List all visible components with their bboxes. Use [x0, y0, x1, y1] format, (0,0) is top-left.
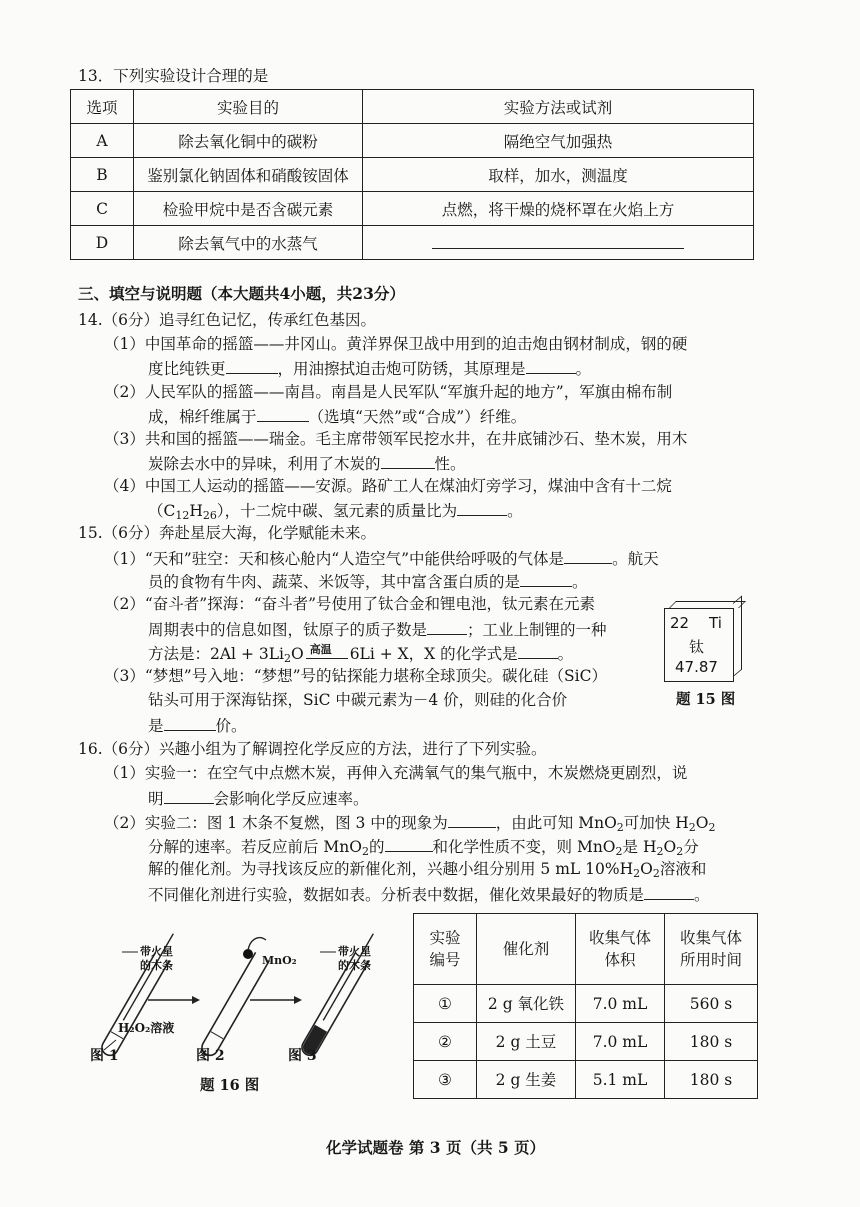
q14-p3b: 炭除去水中的异味，利用了木炭的 性。: [148, 452, 466, 474]
answer-blank[interactable]: [520, 570, 572, 587]
answer-blank[interactable]: [564, 547, 612, 564]
table-row: [414, 985, 758, 1023]
fig3-label: 图 3: [288, 1048, 317, 1064]
q16-stem: 16.（6分）兴趣小组为了解调控化学反应的方法，进行了下列实验。: [78, 740, 547, 758]
time-cell: 180 s: [665, 1061, 758, 1099]
table-row: [71, 192, 754, 226]
answer-blank[interactable]: [164, 714, 216, 731]
label-mno2: MnO₂: [262, 954, 297, 967]
fig15-caption: 题 15 图: [676, 691, 736, 708]
q14-p4b: $(C_{12}H_{26})$，十二烷中碳、氢元素的质量比为 。: [148, 499, 523, 526]
q16-p1a: （1）实验一：在空气中点燃木炭，再伸入充满氧气的集气瓶中，木炭燃烧更剧烈，说: [104, 764, 688, 782]
q14-p2b: 成，棉纤维属于 （选填“天然”或“合成”）纤维。: [148, 405, 526, 427]
q14-p4a: （4）中国工人运动的摇篮——安源。路矿工人在煤油灯旁学习，煤油中含有十二烷: [104, 477, 672, 495]
answer-blank[interactable]: [427, 618, 467, 635]
purpose-cell: 除去氧化铜中的碳粉: [134, 124, 363, 158]
header-purpose: 实验目的: [134, 90, 363, 124]
q14-stem: 14.（6分）追寻红色记忆，传承红色基因。: [78, 311, 377, 329]
option-cell: D: [71, 226, 134, 260]
fig1-label: 图 1: [90, 1048, 119, 1064]
table-row: [71, 124, 754, 158]
fig2-label: 图 2: [196, 1048, 225, 1064]
q16-p2a: （2）实验二：图 1 木条不复燃，图 3 中的现象为 ，由此可知 MnO$_2$可加快 $H_2O_2$: [104, 811, 715, 838]
table-row: [414, 1061, 758, 1099]
header-method: 实验方法或试剂: [363, 90, 754, 124]
table-row: [414, 1023, 758, 1061]
option-cell: A: [71, 124, 134, 158]
fig16-caption: 题 16 图: [200, 1077, 260, 1094]
exp-no-cell: ③: [414, 1061, 477, 1099]
time-cell: 180 s: [665, 1023, 758, 1061]
method-cell: 隔绝空气加强热: [363, 124, 754, 158]
label-h2o2-solution: H₂O₂溶液: [118, 1021, 175, 1035]
answer-blank[interactable]: [457, 499, 507, 516]
element-name: 钛: [689, 638, 705, 656]
purpose-cell: 检验甲烷中是否含碳元素: [134, 192, 363, 226]
catalyst-cell: 2 g 土豆: [477, 1023, 576, 1061]
q13-table: [70, 89, 754, 260]
header-exp-no: 实验 编号: [414, 914, 477, 985]
q15-p1b: 员的食物有牛肉、蔬菜、米饭等，其中富含蛋白质的是 。: [148, 570, 588, 592]
q16-p2b: 分解的速率。若反应前后 MnO$_2$的 和化学性质不变，则 MnO$_2$是 $H_2O_2$分: [148, 835, 699, 862]
atomic-mass: 47.87: [675, 658, 718, 676]
answer-blank[interactable]: [644, 883, 694, 900]
time-cell: 560 s: [665, 985, 758, 1023]
method-cell: 点燃，将干燥的烧杯罩在火焰上方: [363, 192, 754, 226]
option-cell: C: [71, 192, 134, 226]
catalyst-cell: 2 g 生姜: [477, 1061, 576, 1099]
label-glowing-splint-2: 带火星 的木条: [338, 945, 371, 972]
volume-cell: 7.0 mL: [576, 1023, 665, 1061]
q13-title: 13．下列实验设计合理的是: [78, 67, 269, 85]
section-title: 三、填空与说明题（本大题共4小题，共23分）: [78, 284, 405, 303]
test-tube-2: [199, 952, 269, 1058]
q15-p3b: 钻头可用于深海钻探，SiC 中碳元素为－4 价，则硅的化合价: [148, 691, 568, 709]
q15-p3c: 是 价。: [148, 714, 247, 736]
q15-p2b: 周期表中的信息如图，钛原子的质子数是 ；工业上制锂的一种: [148, 618, 607, 640]
q15-p3a: （3）“梦想”号入地：“梦想”号的钻探能力堪称全球顶尖。碳化硅（SiC）: [104, 667, 607, 685]
q16-table: [413, 913, 758, 1099]
q15-stem: 15.（6分）奔赴星辰大海，化学赋能未来。: [78, 524, 377, 542]
q14-p3a: （3）共和国的摇篮——瑞金。毛主席带领军民挖水井，在井底铺沙石、垫木炭，用木: [104, 430, 688, 448]
catalyst-cell: 2 g 氧化铁: [477, 985, 576, 1023]
table-header-row: [71, 90, 754, 124]
header-catalyst: 催化剂: [477, 914, 576, 985]
label-glowing-splint-1: 带火星 的木条: [140, 945, 173, 972]
answer-blank[interactable]: [448, 811, 496, 828]
answer-blank[interactable]: [526, 357, 576, 374]
volume-cell: 7.0 mL: [576, 985, 665, 1023]
answer-blank[interactable]: [381, 452, 435, 469]
q14-p2a: （2）人民军队的摇篮——南昌。南昌是人民军队“军旗升起的地方”，军旗由棉布制: [104, 383, 673, 401]
q16-p1b: 明 会影响化学反应速率。: [148, 787, 369, 809]
purpose-cell: 除去氧气中的水蒸气: [134, 226, 363, 260]
answer-blank[interactable]: [164, 787, 214, 804]
answer-blank[interactable]: [385, 835, 433, 852]
q16-p2d: 不同催化剂进行实验，数据如表。分析表中数据，催化效果最好的物质是 。: [148, 883, 710, 905]
exp-no-cell: ②: [414, 1023, 477, 1061]
reaction-condition: 高温: [304, 648, 350, 659]
q15-p2a: （2）“奋斗者”探海：“奋斗者”号使用了钛合金和锂电池，钛元素在元素: [104, 595, 596, 613]
q16-p2c: 解的催化剂。为寻找该反应的新催化剂，兴趣小组分别用 5 mL $10\%H_2O_2$溶液和: [148, 860, 707, 880]
answer-blank[interactable]: [518, 642, 558, 659]
table-row: [71, 158, 754, 192]
page-footer: 化学试题卷 第 3 页（共 5 页）: [326, 1138, 546, 1157]
method-cell: 取样，加水，测温度: [363, 158, 754, 192]
exp-no-cell: ①: [414, 985, 477, 1023]
table-row: [71, 226, 754, 260]
q15-p2c: 方法是：$2Al + 3Li_2O$ 高温 6Li + X，X 的化学式是 。: [148, 643, 574, 665]
answer-blank[interactable]: [257, 405, 309, 422]
volume-cell: 5.1 mL: [576, 1061, 665, 1099]
q15-p1a: （1）“天和”驻空：天和核心舱内“人造空气”中能供给呼吸的气体是 。航天: [104, 547, 659, 569]
table-header-row: [414, 914, 758, 985]
header-volume: 收集气体 体积: [576, 914, 665, 985]
atomic-number: 22: [670, 614, 690, 632]
purpose-cell: 鉴别氯化钠固体和硝酸铵固体: [134, 158, 363, 192]
q14-p1b: 度比纯铁更 ，用油擦拭迫击炮可防锈，其原理是 。: [148, 357, 591, 379]
element-symbol: Ti: [709, 614, 722, 632]
q14-p1a: （1）中国革命的摇篮——井冈山。黄洋界保卫战中用到的迫击炮由钢材制成，钢的硬: [104, 335, 688, 353]
answer-blank[interactable]: [226, 357, 278, 374]
mno2-powder: [243, 949, 253, 959]
header-option: 选项: [71, 90, 134, 124]
method-cell-blank[interactable]: [363, 226, 754, 260]
option-cell: B: [71, 158, 134, 192]
periodic-element-box: [664, 608, 734, 682]
header-time: 收集气体 所用时间: [665, 914, 758, 985]
